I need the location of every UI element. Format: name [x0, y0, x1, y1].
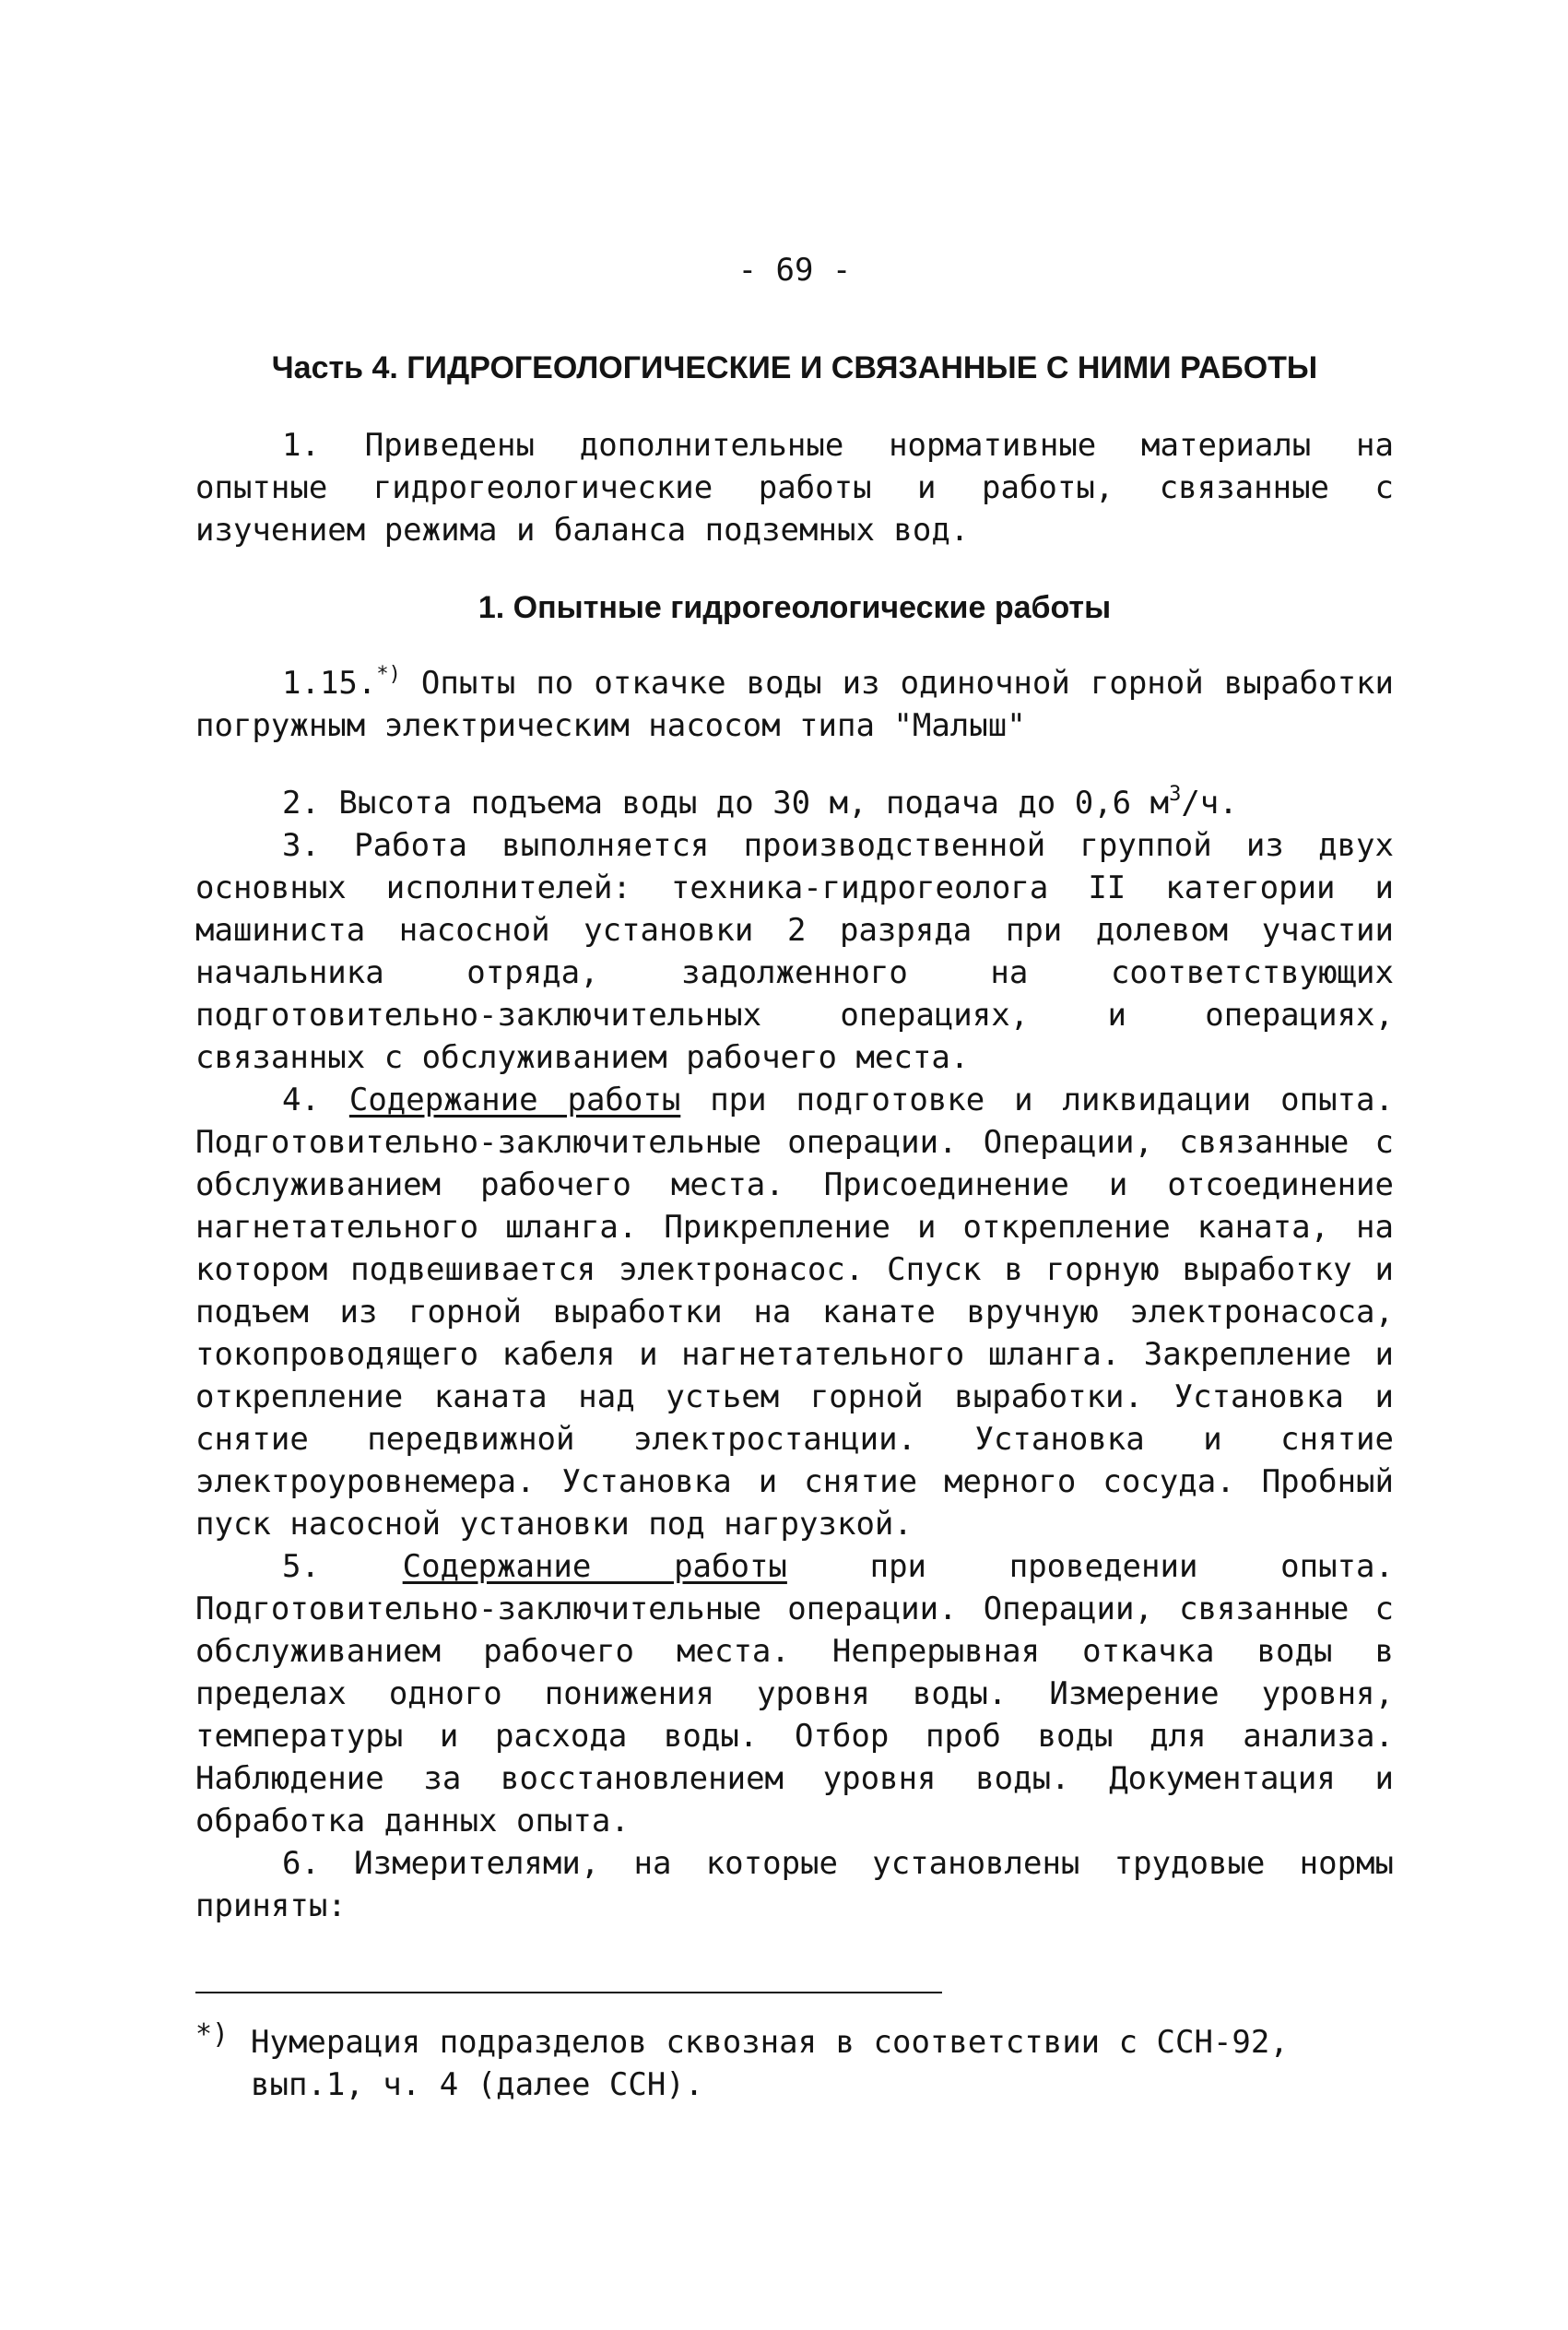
item-5-underlined-heading: Содержание работы: [402, 1548, 787, 1585]
footnote-text: Нумерация подразделов сквозная в соответствии с ССН-92, вып.1, ч. 4 (далее ССН).: [251, 2024, 1289, 2103]
footnote-divider: [195, 1992, 942, 1993]
item-1-15-prefix: 1.15.: [282, 665, 377, 702]
item-2: [195, 782, 1394, 824]
item-4-underlined-heading: Содержание работы: [348, 1082, 681, 1118]
footnote: [195, 2018, 1394, 2106]
part-title: Часть 4. ГИДРОГЕОЛОГИЧЕСКИЕ И СВЯЗАННЫЕ С НИМИ РАБОТЫ: [271, 350, 1318, 385]
item-2-suffix: /ч.: [1181, 785, 1238, 822]
item-1-15: [195, 662, 1394, 747]
item-6: 6. Измерителями, на которые установлены трудовые нормы приняты:: [195, 1845, 1394, 1924]
item-3: 3. Работа выполняется производственной группой из двух основных исполнителей: техника-гидрогеолога II категории и машиниста насосной установки 2 разряда при долевом участии начальника отряда, задолженного на соответствующих подготовительно-заключительных операциях, и операциях, связанных с обслуживанием рабочего места.: [195, 827, 1394, 1076]
intro-paragraph: 1. Приведены дополнительные нормативные материалы на опытные гидрогеологические работы и работы, связанные с изучением режима и баланса подземных вод.: [195, 427, 1394, 549]
item-4-text: при подготовке и ликвидации опыта. Подготовительно-заключительные операции. Операции, связанные с обслуживанием рабочего места. Присоединение и отсоединение нагнетательного шланга. Прикрепление и открепление каната, на котором подвешивается электронасос. Спуск в горную выработку и подъем из горной выработки на канате вручную электронасоса, токопроводящего кабеля и нагнетательного шланга. Закрепление и открепление каната над устьем горной выработки. Установка и снятие передвижной электростанции. Установка и снятие электроуровнемера. Установка и снятие мерного сосуда. Пробный пуск насосной установки под нагрузкой.: [195, 1082, 1394, 1543]
item-5-text: при проведении опыта. Подготовительно-заключительные операции. Операции, связанные с обслуживанием рабочего места. Непрерывная откачка воды в пределах одного понижения уровня воды. Измерение уровня, температуры и расхода воды. Отбор проб воды для анализа. Наблюдение за восстановлением уровня воды. Документация и обработка данных опыта.: [195, 1548, 1394, 1839]
item-5-number: 5.: [282, 1548, 403, 1585]
section-title: 1. Опытные гидрогеологические работы: [477, 590, 1112, 625]
footnote-mark: *): [195, 2018, 230, 2051]
footnote-reference-mark: *): [376, 663, 401, 686]
item-2-text: 2. Высота подъема воды до 30 м, подача до 0,6 м: [282, 785, 1170, 822]
item-4-number: 4.: [282, 1082, 349, 1118]
page-number: - 69 -: [737, 252, 852, 289]
item-1-15-text: Опыты по откачке воды из одиночной горной выработки погружным электрическим насосом типа "Малыш": [195, 665, 1394, 744]
item-2-superscript: 3: [1169, 783, 1182, 806]
item-5: [195, 1545, 1394, 1842]
document-page: [195, 249, 1394, 2106]
item-4: [195, 1079, 1394, 1545]
